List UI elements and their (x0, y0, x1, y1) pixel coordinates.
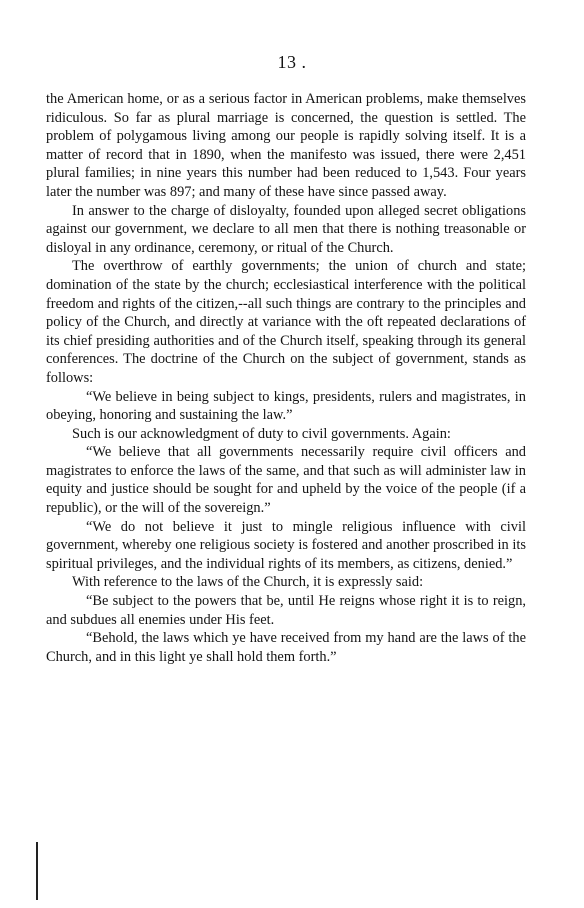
paragraph-governments: The overthrow of earthly governments; the union of church and state; domination of the state by the church; ecclesiastical interference with the political freedom and rights of the citizen,--all such things are contrary to the principles and policy of the Church, and directly at variance with the oft repeated declarations of its chief presiding authorities and of the Church itself, speaking through its general conferences. The doctrine of the Church on the subject of government, stands as follows: (46, 258, 526, 386)
body-text (46, 90, 526, 666)
margin-scan-mark (36, 842, 38, 900)
quote-behold-the-laws: “Behold, the laws which ye have received from my hand are the laws of the Church, and in this light ye shall hold them forth.” (46, 630, 526, 665)
paragraph-laws-of-church: With reference to the laws of the Church, it is expressly said: (72, 574, 424, 591)
paragraph-continued: the American home, or as a serious factor in American problems, make themselves ridiculous. So far as plural marriage is concerned, the question is settled. The problem of polygamous living among our people is rapidly solving itself. It is a matter of record that in 1890, when the manifesto was issued, there were 2,451 plural families; in nine years this number had been reduced to 1,543. Four years later the number was 897; and many of these have since passed away. (46, 91, 526, 200)
page-number: 13 . (277, 52, 307, 72)
quote-subject-to-kings: “We believe in being subject to kings, presidents, rulers and magistrates, in obeying, honoring and sustaining the law.” (46, 388, 526, 424)
paragraph-disloyalty: In answer to the charge of disloyalty, founded upon alleged secret obligations against our government, we declare to all men that there is nothing treasonable or disloyal in any ordinance, ceremony, or ritual of the Church. (46, 202, 526, 256)
quote-civil-officers: “We believe that all governments necessarily require civil officers and magistrates to enforce the laws of the same, and that such as will administer law in equity and justice should be sought for and upheld by the voice of the people (if a republic), or the will of the sovereign.” (46, 444, 526, 517)
paragraph-acknowledgment: Such is our acknowledgment of duty to civil governments. Again: (72, 425, 451, 442)
quote-powers-that-be: “Be subject to the powers that be, until He reigns whose right it is to reign, and subdues all enemies under His feet. (46, 593, 526, 628)
quote-religious-influence: “We do not believe it just to mingle religious influence with civil government, whereby one religious society is fostered and another proscribed in its spiritual privileges, and the individual rights of its members, as citizens, denied.” (46, 518, 526, 572)
